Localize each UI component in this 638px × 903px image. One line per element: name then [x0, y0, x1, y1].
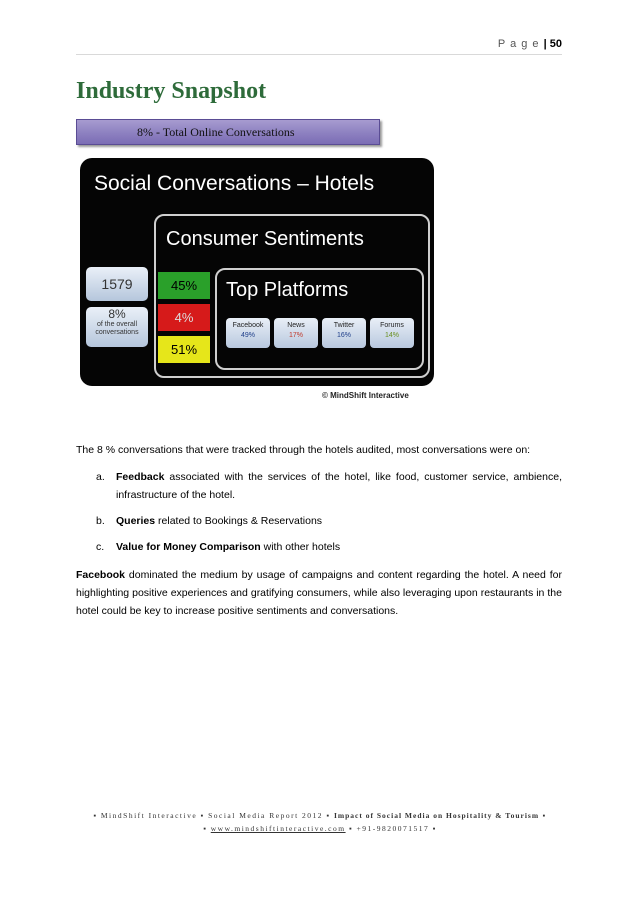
sentiment-positive: 45%: [158, 272, 210, 299]
list-item: [96, 512, 562, 530]
share-percent: 8%: [108, 307, 126, 321]
platform-name: Forums: [380, 322, 404, 329]
list-marker: b.: [96, 515, 105, 527]
closing-bold: Facebook: [76, 569, 126, 581]
share-of-conversations: [86, 307, 148, 347]
sentiment-negative: 4%: [158, 304, 210, 331]
footer-line-1: ▪ MindShift Interactive ▪ Social Media Report 2012 ▪ Impact of Social Media on Hospitality & Tourism ▪: [93, 811, 547, 820]
platform-percent: 49%: [240, 332, 255, 339]
consumer-sentiments-heading: Consumer Sentiments: [166, 228, 364, 250]
platform-twitter: [322, 318, 366, 348]
list-item: [96, 468, 562, 504]
list-item-bold: Feedback: [116, 471, 165, 483]
page-number: | 50: [543, 38, 562, 50]
closing-text: dominated the medium by usage of campaigns and content regarding the hotel. A need for highlighting positive experiences and gratifying consumers, while also leveraging upon restaurants in the hotel could be key to increase positive sentiments and conversations.: [76, 569, 562, 617]
platform-news: [274, 318, 318, 348]
footer-report: Social Media Report 2012: [208, 811, 324, 820]
list-item-text: related to Bookings & Reservations: [155, 515, 323, 527]
figure-copyright: © MindShift Interactive: [322, 391, 409, 400]
page-number-header: [498, 38, 562, 50]
top-platforms-heading: Top Platforms: [226, 279, 349, 301]
intro-paragraph: The 8 % conversations that were tracked through the hotels audited, most conversations were on:: [76, 444, 531, 456]
footer-line-2: ▪ www.mindshiftinteractive.com ▪ +91-9820071517 ▪: [203, 824, 437, 833]
infographic: [80, 158, 434, 386]
share-label: of the overall conversations: [95, 321, 139, 336]
platform-forums: [370, 318, 414, 348]
footer-website-link[interactable]: www.mindshiftinteractive.com: [210, 824, 346, 833]
section-banner: 8% - Total Online Conversations: [76, 119, 380, 145]
list-item-text: with other hotels: [260, 541, 341, 553]
footer-company: MindShift Interactive: [100, 811, 198, 820]
total-conversations: 1579: [86, 267, 148, 301]
platform-percent: 16%: [336, 332, 351, 339]
sentiment-neutral: 51%: [158, 336, 210, 363]
platform-name: News: [287, 322, 305, 329]
list-item-text: associated with the services of the hotel, like food, customer service, ambience, infrastructure of the hotel.: [116, 471, 562, 501]
list-marker: c.: [96, 541, 105, 553]
platform-percent: 17%: [288, 332, 303, 339]
header-divider: [76, 54, 562, 55]
page-title: Industry Snapshot: [76, 78, 267, 104]
list-item: [96, 538, 562, 556]
closing-paragraph: [76, 566, 562, 620]
list-item-bold: Value for Money Comparison: [116, 541, 261, 553]
list-marker: a.: [96, 471, 105, 483]
infographic-heading: Social Conversations – Hotels: [94, 172, 375, 195]
platform-facebook: [226, 318, 270, 348]
list-item-bold: Queries: [116, 515, 156, 527]
platform-name: Facebook: [232, 322, 264, 329]
page-label: P a g e: [497, 38, 540, 50]
platform-percent: 14%: [384, 332, 399, 339]
footer-topic: Impact of Social Media on Hospitality & Tourism: [333, 811, 540, 820]
platform-name: Twitter: [333, 322, 355, 329]
footer-phone: +91-9820071517: [356, 824, 430, 833]
